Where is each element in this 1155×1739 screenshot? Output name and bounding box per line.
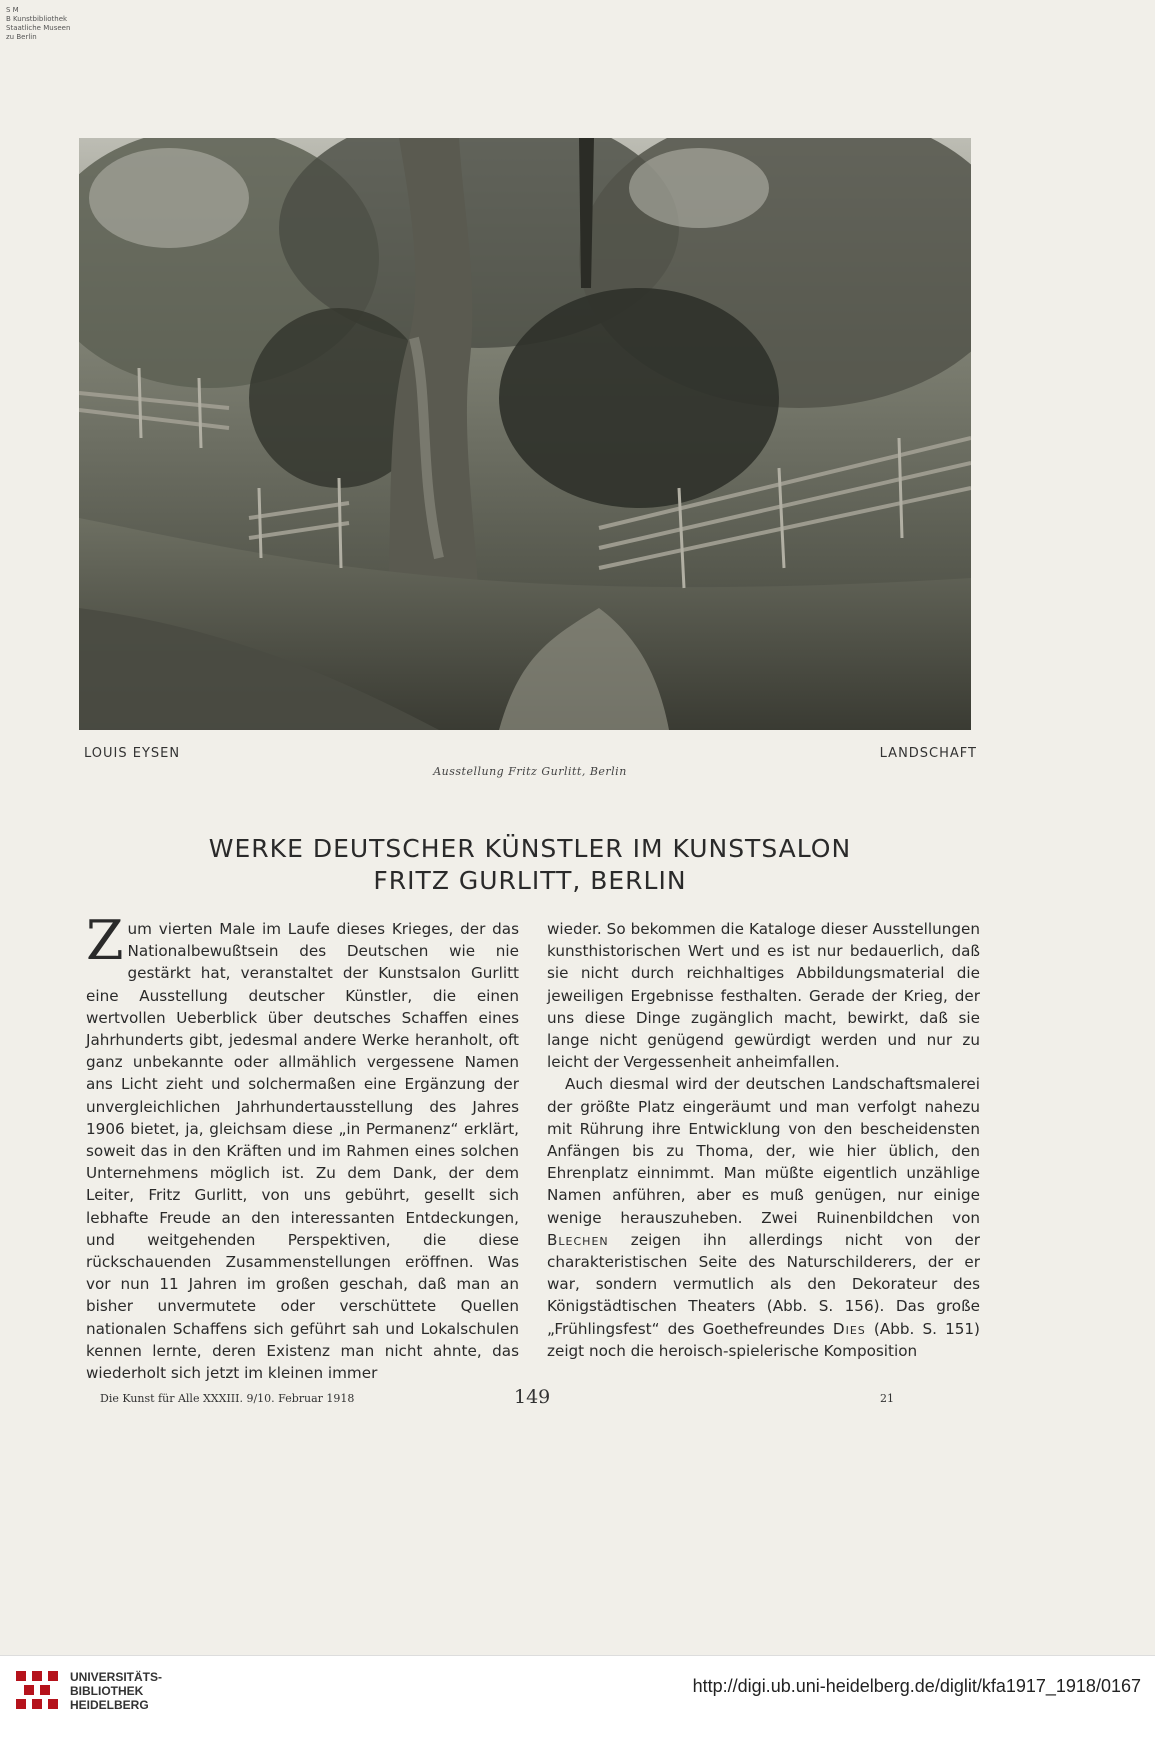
artist-name: Dies [832,1319,866,1338]
journal-reference: Die Kunst für Alle XXXIII. 9/10. Februar 1918 [100,1392,355,1405]
stamp-line: zu Berlin [6,33,37,41]
drop-cap: Z [86,909,124,972]
signature-mark: 21 [880,1392,894,1405]
heading-line-2: FRITZ GURLITT, BERLIN [373,866,687,895]
paragraph-text: Auch diesmal wird der deutschen Landschaftsmalerei der größte Platz eingeräumt und man verfolgt nahezu mit Rührung ihre Entwicklung von den bescheidensten Anfängen bis zu Thoma, der, wie hier üblich, den Ehrenplatz einnimmt. Man müßte eigentlich unzählige Namen anführen, aber es muß genügen, nur einige wenige herauszuheben. Zwei Ruinenbildchen von [547,1075,980,1227]
library-name-line: UNIVERSITÄTS- [70,1670,163,1684]
paragraph [547,1073,980,1362]
text-column-left [86,909,519,1384]
library-name [70,1670,162,1712]
page-number: 149 [514,1386,551,1408]
painting-image [79,138,971,730]
library-name-line: HEIDELBERG [70,1698,149,1712]
paragraph-text: um vierten Male im Laufe dieses Krieges, der das Nationalbewußtsein des Deutschen wie nie gestärkt hat, veranstaltet der Kunstsalon Gurlitt eine Ausstellung deutscher Künstler, die einen wertvollen Ueberblick über deutsches Schaffen eines Jahrhunderts gibt, jedesmal andere Werke heranholt, oft ganz unbekannte oder allmählich vergessene Namen ans Licht zieht und solchermaßen eine Ergänzung der unvergleichlichen Jahrhundertausstellung des Jahres 1906 bietet, ja, gleichsam diese „in Permanenz“ erklärt, soweit das in den Kräften und im Rahmen eines solchen Unternehmens möglich ist. Zu dem Dank, der dem Leiter, Fritz Gurlitt, von uns gebührt, gesellt sich lebhafte Freude an den interessanten Entdeckungen, und weitgehenden Perspektiven, die diese rückschauenden Zusammenstellungen eröffnen. Was vor nun 11 Jahren im großen geschah, daß man an bisher unvermutete oder verschüttete Quellen nationalen Schaffens sich geführt sah und Lokalschulen kennen lernte, deren Existenz man nicht ahnte, das wiederholt sich jetzt im kleinen immer [86,920,519,1383]
stamp-line: B Kunstbibliothek [6,15,68,23]
stamp-line: Staatliche Museen [6,24,71,32]
landscape-painting [79,138,971,730]
source-url[interactable]: http://digi.ub.uni-heidelberg.de/diglit/kfa1917_1918/0167 [692,1676,1141,1696]
paragraph-text: (Abb. S. 151) zeigt noch die heroisch-spielerische Komposition [547,1319,980,1360]
figure-credit: Ausstellung Fritz Gurlitt, Berlin [433,765,627,778]
library-stamp [6,6,70,42]
text-column-right [547,918,980,1362]
library-bar [0,1655,1155,1739]
library-logo-icon [14,1667,60,1713]
stamp-line: S M [6,6,19,14]
article-heading [0,833,1060,897]
heading-line-1: WERKE DEUTSCHER KÜNSTLER IM KUNSTSALON [208,834,852,863]
artist-name: Blechen [547,1230,609,1249]
page-footer [0,1386,1155,1416]
paragraph [86,909,519,1384]
figure-artist: LOUIS EYSEN [84,746,181,761]
paragraph-text: zeigen ihn allerdings nicht von der charakteristischen Seite des Naturschilderers, der er war, sondern vermutlich als den Dekorateur des Königstädtischen Theaters (Abb. S. 156). Das große „Frühlingsfest“ des Goethefreundes [547,1230,980,1338]
figure-title: LANDSCHAFT [879,746,977,761]
paragraph: wieder. So bekommen die Kataloge dieser Ausstellungen kunsthistorischen Wert und es ist nur bedauerlich, daß sie nicht durch reichhaltiges Abbildungsmaterial die jeweiligen Ergebnisse festhalten. Gerade der Krieg, der uns diese Dinge zugänglich macht, bewirkt, daß sie lange nicht genügend gewürdigt werden und nur zu leicht der Vergessenheit anheimfallen. [547,920,980,1072]
library-name-line: BIBLIOTHEK [70,1684,144,1698]
